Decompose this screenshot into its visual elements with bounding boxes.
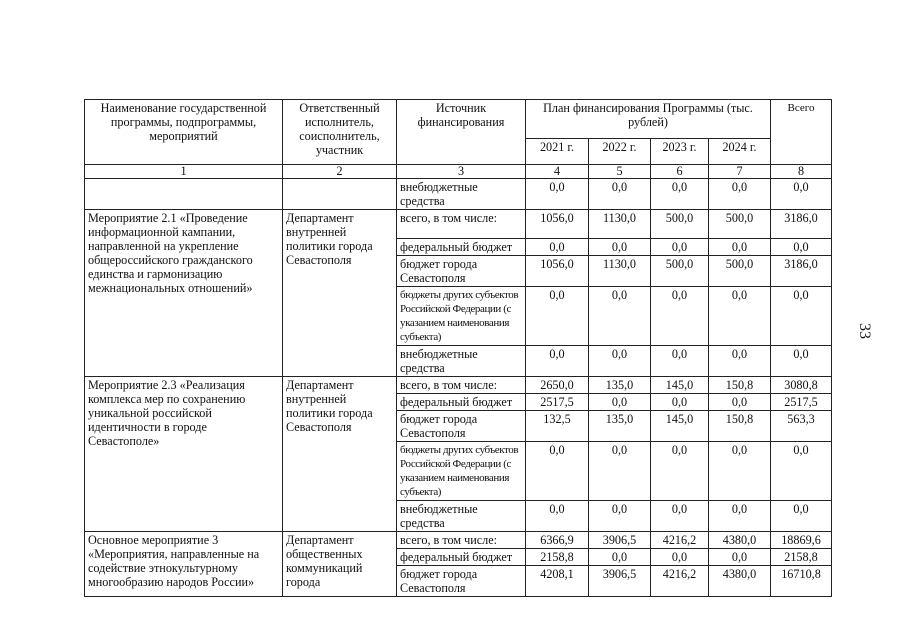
header-year-2024: 2024 г.: [709, 139, 771, 165]
year-value-cell: 0,0: [589, 346, 651, 377]
year-value-cell: 150,8: [709, 377, 771, 394]
column-number: 7: [709, 165, 771, 179]
total-value-cell: 0,0: [771, 442, 832, 501]
year-value-cell: 0,0: [651, 549, 709, 566]
column-number: 1: [85, 165, 283, 179]
funding-source-cell: внебюджетные средства: [397, 501, 526, 532]
activity-name-cell: Основное мероприятие 3 «Мероприятия, направленные на содействие этнокультурному многообразию народов России»: [85, 532, 283, 597]
year-value-cell: 0,0: [526, 239, 589, 256]
year-value-cell: 0,0: [709, 239, 771, 256]
executor-cell: Департамент внутренней политики города Севастополя: [283, 377, 397, 532]
funding-source-cell: бюджеты других субъектов Российской Федерации (с указанием наименования субъекта): [397, 442, 526, 501]
funding-source-cell: внебюджетные средства: [397, 179, 526, 210]
year-value-cell: 2158,8: [526, 549, 589, 566]
total-value-cell: 0,0: [771, 501, 832, 532]
year-value-cell: 150,8: [709, 411, 771, 442]
header-source: Источник финансирования: [397, 100, 526, 165]
financing-table: [84, 99, 832, 597]
year-value-cell: 1056,0: [526, 256, 589, 287]
name-cell-empty: [85, 179, 283, 210]
table-row: [85, 210, 832, 239]
year-value-cell: 0,0: [589, 394, 651, 411]
header-name: Наименование государственной программы, подпрограммы, мероприятий: [85, 100, 283, 165]
page-number: 33: [856, 323, 873, 339]
funding-source-cell: федеральный бюджет: [397, 239, 526, 256]
total-value-cell: 2158,8: [771, 549, 832, 566]
header-plan: План финансирования Программы (тыс. рублей): [526, 100, 771, 139]
header-year-2022: 2022 г.: [589, 139, 651, 165]
year-value-cell: 0,0: [589, 549, 651, 566]
year-value-cell: 4380,0: [709, 532, 771, 549]
funding-source-cell: бюджет города Севастополя: [397, 566, 526, 597]
year-value-cell: 135,0: [589, 411, 651, 442]
column-number: 4: [526, 165, 589, 179]
year-value-cell: 500,0: [651, 256, 709, 287]
total-value-cell: 563,3: [771, 411, 832, 442]
header-year-2021: 2021 г.: [526, 139, 589, 165]
year-value-cell: 0,0: [526, 346, 589, 377]
column-number: 5: [589, 165, 651, 179]
funding-source-cell: федеральный бюджет: [397, 549, 526, 566]
year-value-cell: 0,0: [589, 287, 651, 346]
funding-source-cell: всего, в том числе:: [397, 532, 526, 549]
year-value-cell: 0,0: [709, 549, 771, 566]
year-value-cell: 145,0: [651, 411, 709, 442]
year-value-cell: 6366,9: [526, 532, 589, 549]
year-value-cell: 4380,0: [709, 566, 771, 597]
funding-source-cell: бюджет города Севастополя: [397, 256, 526, 287]
column-number: 2: [283, 165, 397, 179]
year-value-cell: 0,0: [651, 287, 709, 346]
table-row: [85, 377, 832, 394]
total-value-cell: 0,0: [771, 287, 832, 346]
table-header-row: [85, 100, 832, 139]
activity-name-cell: Мероприятие 2.1 «Проведение информационной кампании, направленной на укрепление общероссийского гражданского единства и гармонизацию межнациональных отношений»: [85, 210, 283, 377]
year-value-cell: 0,0: [709, 179, 771, 210]
total-value-cell: 3186,0: [771, 256, 832, 287]
year-value-cell: 0,0: [589, 239, 651, 256]
year-value-cell: 4208,1: [526, 566, 589, 597]
header-total: Всего: [771, 100, 832, 165]
funding-source-cell: бюджеты других субъектов Российской Федерации (с указанием наименования субъекта): [397, 287, 526, 346]
executor-cell-empty: [283, 179, 397, 210]
funding-source-cell: всего, в том числе:: [397, 377, 526, 394]
year-value-cell: 0,0: [589, 442, 651, 501]
year-value-cell: 0,0: [709, 287, 771, 346]
year-value-cell: 1130,0: [589, 210, 651, 239]
year-value-cell: 0,0: [526, 501, 589, 532]
year-value-cell: 2650,0: [526, 377, 589, 394]
header-executor: Ответственный исполнитель, соисполнитель, участник: [283, 100, 397, 165]
year-value-cell: 0,0: [709, 346, 771, 377]
table-row: [85, 532, 832, 549]
year-value-cell: 135,0: [589, 377, 651, 394]
total-value-cell: 16710,8: [771, 566, 832, 597]
executor-cell: Департамент внутренней политики города Севастополя: [283, 210, 397, 377]
year-value-cell: 0,0: [526, 287, 589, 346]
year-value-cell: 0,0: [709, 442, 771, 501]
year-value-cell: 145,0: [651, 377, 709, 394]
year-value-cell: 0,0: [526, 442, 589, 501]
year-value-cell: 0,0: [651, 179, 709, 210]
year-value-cell: 2517,5: [526, 394, 589, 411]
activity-name-cell: Мероприятие 2.3 «Реализация комплекса мер по сохранению уникальной российской идентичности в городе Севастополе»: [85, 377, 283, 532]
year-value-cell: 0,0: [651, 346, 709, 377]
year-value-cell: 3906,5: [589, 566, 651, 597]
header-year-2023: 2023 г.: [651, 139, 709, 165]
funding-source-cell: всего, в том числе:: [397, 210, 526, 239]
executor-cell: Департамент общественных коммуникаций города: [283, 532, 397, 597]
funding-source-cell: федеральный бюджет: [397, 394, 526, 411]
column-number: 8: [771, 165, 832, 179]
year-value-cell: 0,0: [589, 179, 651, 210]
year-value-cell: 500,0: [709, 256, 771, 287]
year-value-cell: 0,0: [651, 442, 709, 501]
year-value-cell: 132,5: [526, 411, 589, 442]
funding-source-cell: внебюджетные средства: [397, 346, 526, 377]
year-value-cell: 0,0: [526, 179, 589, 210]
total-value-cell: 2517,5: [771, 394, 832, 411]
total-value-cell: 18869,6: [771, 532, 832, 549]
year-value-cell: 0,0: [651, 239, 709, 256]
year-value-cell: 4216,2: [651, 532, 709, 549]
year-value-cell: 0,0: [709, 501, 771, 532]
total-value-cell: 3080,8: [771, 377, 832, 394]
total-value-cell: 0,0: [771, 239, 832, 256]
year-value-cell: 4216,2: [651, 566, 709, 597]
column-number: 3: [397, 165, 526, 179]
year-value-cell: 500,0: [709, 210, 771, 239]
year-value-cell: 0,0: [709, 394, 771, 411]
total-value-cell: 3186,0: [771, 210, 832, 239]
table-row: [85, 179, 832, 210]
total-value-cell: 0,0: [771, 179, 832, 210]
column-number: 6: [651, 165, 709, 179]
year-value-cell: 1130,0: [589, 256, 651, 287]
year-value-cell: 0,0: [651, 501, 709, 532]
funding-source-cell: бюджет города Севастополя: [397, 411, 526, 442]
year-value-cell: 0,0: [589, 501, 651, 532]
year-value-cell: 1056,0: [526, 210, 589, 239]
year-value-cell: 500,0: [651, 210, 709, 239]
year-value-cell: 3906,5: [589, 532, 651, 549]
column-numbers-row: [85, 165, 832, 179]
year-value-cell: 0,0: [651, 394, 709, 411]
total-value-cell: 0,0: [771, 346, 832, 377]
